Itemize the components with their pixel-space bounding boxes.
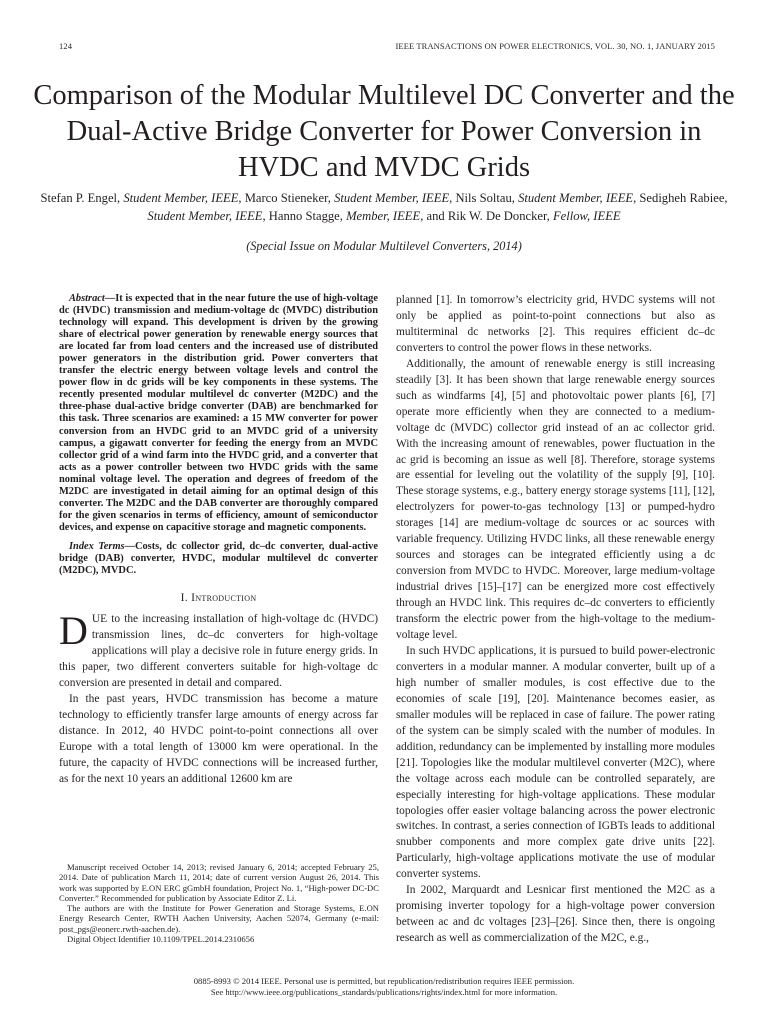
- copyright-line-2: See http://www.ieee.org/publications_standards/publications/rights/index.html for more information.: [210, 987, 558, 997]
- right-paragraph-4: In 2002, Marquardt and Lesnicar first mentioned the M2C as a promising inverter topology for a high-voltage power conversion between ac and dc voltages [23]–[26]. Since then, there is ongoing research as well as commercialization of the M2C, e.g.,: [396, 884, 715, 945]
- special-issue-note: (Special Issue on Modular Multilevel Converters, 2014): [246, 239, 522, 253]
- author-membership: Member, IEEE: [346, 209, 421, 223]
- journal-header: IEEE TRANSACTIONS ON POWER ELECTRONICS, VOL. 30, NO. 1, JANUARY 2015: [395, 41, 715, 51]
- copyright-line-1: 0885-8993 © 2014 IEEE. Personal use is permitted, but republication/redistribution requires IEEE permission.: [193, 976, 575, 986]
- abstract: [59, 293, 378, 534]
- manuscript-footnote: Manuscript received October 14, 2013; revised January 6, 2014; accepted February 25, 2014. Date of publication March 11, 2014; date of current version August 26, 2014. This work was supported by E.ON ERC gGmbH foundation, Project No. 1, “High-power DC-DC Converter.” Recommended for publication by Associate Editor Z. Li.: [59, 862, 379, 903]
- abstract-lead: Abstract: [69, 293, 105, 304]
- author-membership: Student Member, IEEE: [147, 209, 263, 223]
- index-terms-text: —Costs, dc collector grid, dc–dc converter, dual-active bridge (DAB) converter, HVDC, modular multilevel dc converter (M2DC), MVDC.: [59, 540, 378, 577]
- index-terms: [59, 541, 378, 577]
- intro-paragraph-1: [59, 608, 378, 692]
- paper-title: Comparison of the Modular Multilevel DC Converter and the Dual-Active Bridge Converter for Power Conversion in HVDC and MVDC Grids: [33, 80, 735, 183]
- author-membership: Fellow, IEEE: [552, 209, 621, 223]
- author-name: , Hanno Stagge,: [262, 209, 347, 223]
- intro-paragraph-1-text: UE to the increasing installation of high-voltage dc (HVDC) transmission lines, dc–dc converters for high-voltage applications will play a decisive role in future energy grids. In this paper, two different converters suitable for high-voltage dc conversion are presented in detail and compared.: [59, 613, 378, 689]
- author-name: , Marco Stieneker,: [238, 191, 335, 205]
- right-paragraph-1: planned [1]. In tomorrow’s electricity grid, HVDC systems will not only be applied as point-to-point connections but also as multiterminal dc networks [2]. This requires efficient dc–dc converters to control the power flows in these networks.: [396, 294, 715, 354]
- doi-footnote: Digital Object Identifier 10.1109/TPEL.2014.2310656: [67, 933, 255, 944]
- author-name: , and Rik W. De Doncker,: [420, 209, 553, 223]
- right-paragraph-3: In such HVDC applications, it is pursued to build power-electronic converters in a modular manner. A modular converter, built up of a high number of smaller modules, is cost effective due to the economies of scale [19], [20]. Maintenance becomes easier, as smaller modules will be replaced in case of failure. The power rating of the system can be simply scaled with the number of modules. In addition, redundancy can be implemented by installing more modules [21]. Topologies like the modular multilevel converter (M2C), where the voltage across each module can be controlled separately, are especially interesting for high-voltage applications. These modular topologies offer easier voltage balancing across the power electronic switches. In contrast, a series connection of IGBTs leads to additional snubber components and more complex gate drive units [22]. Particularly, high-voltage applications motivate the use of modular converter systems.: [396, 644, 715, 881]
- right-paragraph-2: Additionally, the amount of renewable energy is still increasing steadily [3]. It has been shown that large renewable energy sources such as windfarms [4], [5] and photovoltaic power plants [6], [7] operate more efficiently when they are connected to a medium-voltage dc (MVDC) collector grid instead of an ac collector grid. With the increasing amount of renewables, power fluctuation in the ac grid is becoming an issue as well [8]. Therefore, storage systems are essential for leveling out the volatility of the supply [9], [10]. These storage systems, e.g., battery energy storage systems [11], [12], electrolyzers for power-to-gas technology [13] or pumped-hydro storages [14] are medium-voltage dc sources or ac sources with variable frequency. Utilizing HVDC links, all these renewable energy sources and storages can be integrated efficiently using a dc conversion from MVDC to HVDC. Moreover, large medium-voltage industrial drives [15]–[17] can be energized more cost effectively through an HVDC link. This requires dc–dc converters to efficiently transform the electric power from the high-voltage to the medium-voltage level.: [396, 357, 715, 642]
- author-membership: Student Member, IEEE: [334, 191, 450, 205]
- author-membership: Student Member, IEEE: [123, 191, 239, 205]
- author-name: , Sedigheh Rabiee,: [633, 191, 728, 205]
- author-membership: Student Member, IEEE: [518, 191, 634, 205]
- author-name: Stefan P. Engel,: [40, 191, 124, 205]
- index-terms-lead: Index Terms: [69, 540, 125, 552]
- section-title: Introduction: [191, 591, 257, 605]
- section-heading-introduction: [59, 591, 378, 604]
- first-page-footnotes: [59, 862, 379, 944]
- author-list: [40, 189, 728, 225]
- section-numeral: I.: [180, 591, 192, 605]
- author-name: , Nils Soltau,: [449, 191, 519, 205]
- affiliation-footnote: The authors are with the Institute for Power Generation and Storage Systems, E.ON Energy Research Center, RWTH Aachen University, Aachen 52074, Germany (e-mail: post_pgs@eonerc.rwth-aachen.de).: [59, 903, 379, 934]
- abstract-text: —It is expected that in the near future the use of high-voltage dc (HVDC) transmission and medium-voltage dc (MVDC) distribution technology will expand. This development is driven by the growing share of electrical power generation by renewable energy sources that are located far from load centers and the increased use of distributed power generators in the distribution grid. Power converters that transfer the electric energy between voltage levels and control the power flow in dc grids will be key components in these systems. The recently presented modular multilevel dc converter (M2DC) and the three-phase dual-active bridge converter (DAB) are benchmarked for this task. Three scenarios are examined: a 15 MW converter for power conversion from an HVDC grid to an MVDC grid of a university campus, a gigawatt converter for feeding the energy from an MVDC collector grid of a wind farm into the HVDC grid, and a converter that acts as a power controller between two HVDC grids with the same nominal voltage level. The operation and degrees of freedom of the M2DC are investigated in detail aiming for an optimal design of this converter. The M2DC and the DAB converter are thoroughly compared for the given scenarios in terms of efficiency, amount of semiconductor devices, and expense on capacitive storage and magnetic components.: [59, 293, 378, 533]
- copyright-notice: [40, 976, 728, 998]
- right-column: [396, 293, 715, 947]
- left-column: [59, 293, 378, 788]
- drop-cap: D: [59, 608, 88, 654]
- intro-paragraph-2: In the past years, HVDC transmission has become a mature technology to efficiently transfer large amounts of energy across far distance. In 2012, 40 HVDC point-to-point connections all over Europe with a total length of 13000 km were operational. In the future, the capacity of HVDC connections will be increased further, as for the next 10 years an additional 12600 km are: [59, 692, 378, 785]
- page-number: 124: [59, 41, 73, 51]
